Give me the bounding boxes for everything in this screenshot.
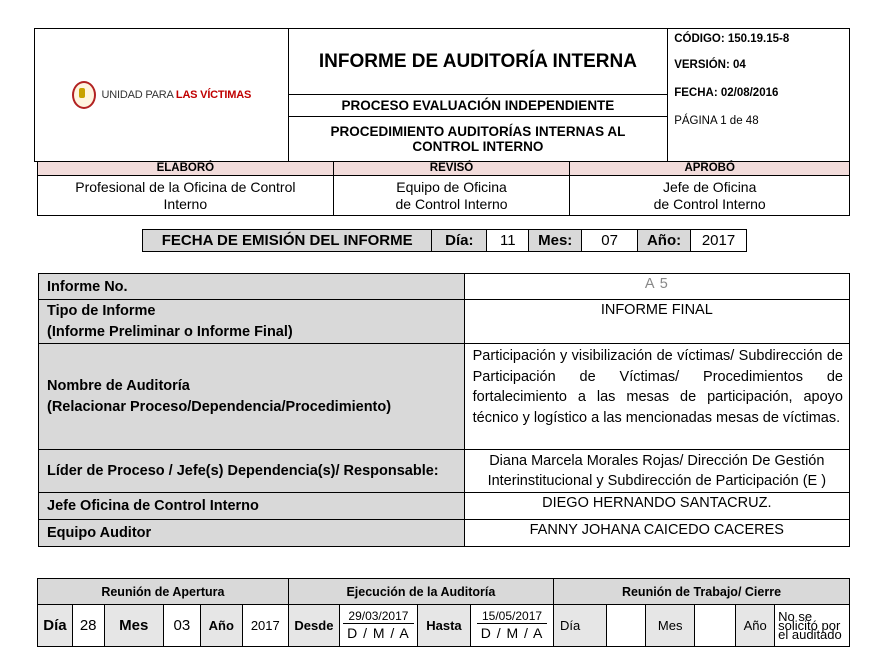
apertura-header: Reunión de Apertura: [38, 579, 289, 605]
cierre-anio-label: Año: [736, 605, 775, 647]
lider-line-2: Interinstitucional y Subdirección de Participación (E ): [487, 473, 827, 489]
aprobo-label: APROBÓ: [570, 162, 850, 176]
version: VERSIÓN: 04: [674, 59, 746, 71]
apertura-anio: 2017: [242, 605, 288, 647]
aprobo-line-1: Jefe de Oficina: [662, 178, 757, 195]
hasta-value: [471, 605, 554, 647]
fecha-emision-table: [142, 229, 747, 252]
logo-prefix: UNIDAD PARA: [101, 89, 176, 101]
apertura-anio-label: Año: [200, 605, 242, 647]
desde-value: [340, 605, 418, 647]
cierre-nota: No se solicitó por el auditado: [775, 605, 850, 647]
emision-anio-label: Año:: [638, 230, 691, 252]
reviso-line-2: de Control Interno: [395, 195, 508, 212]
nombre-label-line-1: Nombre de Auditoría: [47, 377, 190, 394]
hasta-label: Hasta: [417, 605, 470, 647]
approval-table: [37, 161, 850, 216]
apertura-mes-label: Mes: [104, 605, 163, 647]
schedule-table: [37, 578, 850, 647]
hasta-date: 15/05/2017: [477, 609, 547, 624]
pagina: PÁGINA 1 de 48: [674, 115, 759, 127]
document-title: INFORME DE AUDITORÍA INTERNA: [288, 29, 668, 95]
tipo-label-line-2: (Informe Preliminar o Informe Final): [47, 323, 293, 340]
emision-anio: 2017: [691, 230, 747, 252]
elaboro-label: ELABORÓ: [38, 162, 334, 176]
hasta-format: D / M / A: [480, 625, 544, 641]
lider-proceso-value: [464, 450, 849, 493]
apertura-mes: 03: [163, 605, 200, 647]
document-header: [34, 28, 850, 162]
tipo-informe-label: [39, 300, 465, 344]
codigo: CÓDIGO: 150.19.15-8: [674, 33, 790, 45]
apertura-dia: 28: [72, 605, 104, 647]
aprobo-value: [570, 176, 850, 216]
lider-proceso-label: Líder de Proceso / Jefe(s) Dependencia(s)/ Responsable:: [39, 450, 465, 493]
tipo-label-line-1: Tipo de Informe: [47, 302, 156, 319]
tipo-informe-value: INFORME FINAL: [464, 300, 849, 344]
cierre-dia-label: Día: [554, 605, 607, 647]
logo-cell: [35, 29, 289, 162]
nombre-auditoria-value: Participación y visibilización de víctimas/ Subdirección de Participación de Víctimas/ Procedimientos de fortalecimiento a las mesas de participación, apoyo técnico y logístico a las mencionadas mesas de víctimas.: [464, 344, 849, 450]
emision-dia-label: Día:: [432, 230, 487, 252]
procedimiento-label: PROCEDIMIENTO AUDITORÍAS INTERNAS AL CONTROL INTERNO: [288, 117, 668, 162]
equipo-auditor-value: FANNY JOHANA CAICEDO CACERES: [464, 520, 849, 547]
jefe-oficina-value: DIEGO HERNANDO SANTACRUZ.: [464, 493, 849, 520]
informe-info-table: [38, 273, 850, 547]
informe-no-value: A 5: [464, 274, 849, 300]
reviso-line-1: Equipo de Oficina: [396, 178, 507, 195]
logo-highlight: LAS VÍCTIMAS: [175, 89, 252, 101]
reviso-value: [333, 176, 570, 216]
unidad-victimas-logo: [35, 29, 288, 161]
cierre-mes: [695, 605, 736, 647]
elaboro-value: Profesional de la Oficina de Control Interno: [38, 176, 334, 216]
fecha-emision-label: FECHA DE EMISIÓN DEL INFORME: [143, 230, 432, 252]
reviso-label: REVISÓ: [333, 162, 570, 176]
lider-line-1: Diana Marcela Morales Rojas/ Dirección De Gestión: [489, 453, 825, 469]
emision-mes-label: Mes:: [529, 230, 582, 252]
nombre-label-line-2: (Relacionar Proceso/Dependencia/Procedimiento): [47, 398, 392, 415]
desde-label: Desde: [288, 605, 339, 647]
emision-dia: 11: [487, 230, 529, 252]
cierre-header: Reunión de Trabajo/ Cierre: [554, 579, 850, 605]
control-meta: [668, 29, 850, 162]
desde-format: D / M / A: [347, 625, 410, 641]
coat-of-arms-icon: [72, 81, 96, 109]
apertura-dia-label: Día: [38, 605, 73, 647]
nombre-auditoria-label: [39, 344, 465, 450]
cierre-mes-label: Mes: [646, 605, 695, 647]
informe-no-label: Informe No.: [39, 274, 465, 300]
equipo-auditor-label: Equipo Auditor: [39, 520, 465, 547]
desde-date: 29/03/2017: [343, 609, 414, 624]
proceso-label: PROCESO EVALUACIÓN INDEPENDIENTE: [288, 95, 668, 117]
jefe-oficina-label: Jefe Oficina de Control Interno: [39, 493, 465, 520]
aprobo-line-2: de Control Interno: [653, 195, 766, 212]
ejecucion-header: Ejecución de la Auditoría: [288, 579, 553, 605]
fecha-version: FECHA: 02/08/2016: [674, 87, 779, 99]
cierre-dia: [607, 605, 646, 647]
emision-mes: 07: [582, 230, 638, 252]
